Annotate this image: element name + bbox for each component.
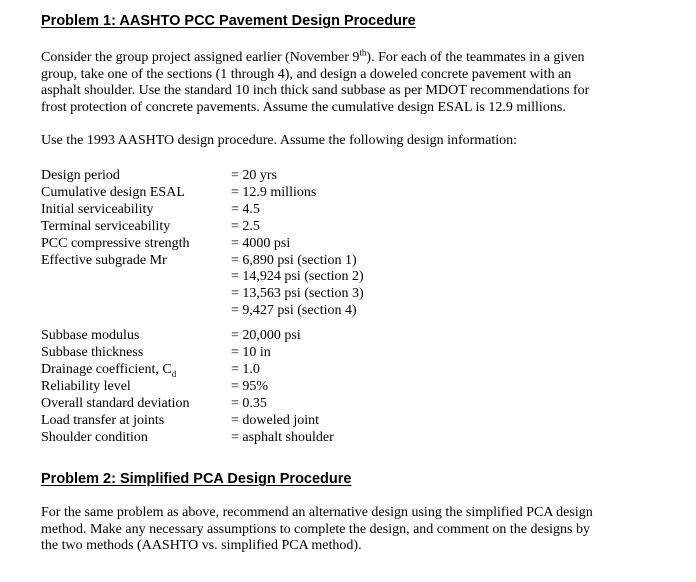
design-info-value: = 1.0 <box>231 361 260 377</box>
intro-line-2: group, take one of the sections (1 through 4), and design a doweled concrete pavement with an <box>41 66 572 82</box>
design-info-label: Terminal serviceability <box>41 218 171 234</box>
intro-line-1-a: Consider the group project assigned earlier (November 9 <box>41 50 360 65</box>
design-info-value: = 14,924 psi (section 2) <box>231 269 364 285</box>
design-info-value: = asphalt shoulder <box>231 429 334 445</box>
problem2-line-3: the two methods (AASHTO vs. simplified PCA method). <box>41 538 362 553</box>
superscript-th: th <box>359 47 367 58</box>
design-info-label: Shoulder condition <box>41 429 148 445</box>
intro-line-4: frost protection of concrete pavements. Assume the cumulative design ESAL is 12.9 millions. <box>41 99 566 115</box>
design-info-label: Reliability level <box>41 378 131 394</box>
design-info-label: Drainage coefficient, $C_d$ <box>41 361 177 379</box>
design-info-value: = 10 in <box>231 345 271 360</box>
design-info-value: = 6,890 psi (section 1) <box>231 252 357 268</box>
design-info-label: Subbase thickness <box>41 345 144 360</box>
design-info-value: = 20,000 psi <box>231 328 301 344</box>
design-info-value: = 4000 psi <box>231 235 291 251</box>
design-info-value: = 2.5 <box>231 218 260 234</box>
design-info-value: = doweled joint <box>231 412 319 428</box>
problem2-body <box>41 505 641 555</box>
problem2-line-1: For the same problem as above, recommend an alternative design using the simplified PCA design <box>41 505 593 520</box>
design-info-label: Load transfer at joints <box>41 412 165 428</box>
intro-line-1 <box>41 47 641 67</box>
design-info-value: = 0.35 <box>231 395 267 411</box>
design-info-label: Effective subgrade Mr <box>41 252 167 268</box>
problem2-heading: Problem 2: Simplified PCA Design Procedure <box>41 471 352 487</box>
design-info-label-subscript: d <box>171 368 177 379</box>
problem2-line-2: method. Make any necessary assumptions to complete the design, and comment on the designs by <box>41 521 590 537</box>
design-info-label: Design period <box>41 168 120 183</box>
problem1-intro <box>41 47 641 116</box>
design-info-value: = 20 yrs <box>231 168 278 183</box>
design-info-value: = 12.9 millions <box>231 184 317 200</box>
design-info-label: Cumulative design ESAL <box>41 184 185 200</box>
design-info-value: = 13,563 psi (section 3) <box>231 286 364 302</box>
design-info-value: = 9,427 psi (section 4) <box>231 303 357 319</box>
design-info-label: Initial serviceability <box>41 201 154 217</box>
problem1-heading: Problem 1: AASHTO PCC Pavement Design Procedure <box>41 13 416 29</box>
design-info-label: Overall standard deviation <box>41 395 190 411</box>
design-info-value: = 4.5 <box>231 201 260 217</box>
design-info-label: Subbase modulus <box>41 328 140 344</box>
design-info-value: = 95% <box>231 378 269 394</box>
intro-line-1-b: ). For each of the teammates in a given <box>366 50 585 65</box>
problem1-intro2: Use the 1993 AASHTO design procedure. Assume the following design information: <box>41 133 518 148</box>
design-info-label: PCC compressive strength <box>41 235 190 251</box>
intro-line-3: asphalt shoulder. Use the standard 10 inch thick sand subbase as per MDOT recommendations for <box>41 83 590 98</box>
